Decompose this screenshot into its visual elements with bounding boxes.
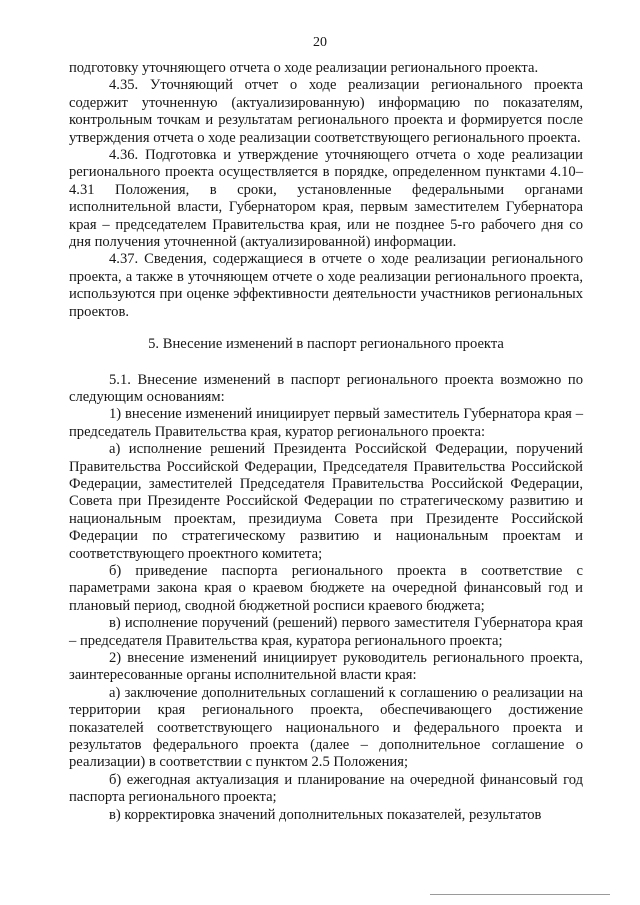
document-body — [69, 60, 583, 824]
paragraph: а) исполнение решений Президента Российской Федерации, поручений Правительства Российской Федерации, Председателя Правительства Российской Федерации, заместителей Председателя Правительства Российской Федерации, Совета при Президенте Российской Федерации по стратегическому развитию и национальным проектам, президиума Совета при Президенте Российской Федерации по стратегическому развитию и национальным проектам и соответствующего проектного комитета; — [69, 441, 583, 562]
paragraph: в) корректировка значений дополнительных показателей, результатов — [109, 806, 542, 823]
paragraph: в) исполнение поручений (решений) первого заместителя Губернатора края – председателя Правительства края, куратора регионального проекта; — [69, 615, 583, 649]
paragraph: 5.1. Внесение изменений в паспорт регионального проекта возможно по следующим основаниям: — [69, 371, 583, 405]
paragraph: а) заключение дополнительных соглашений к соглашению о реализации на территории края регионального проекта, обеспечивающего достижение показателей соответствующего национального и федерального проекта и результатов федерального проекта (далее – дополнительное соглашение о реализации) в соответствии с пунктом 2.5 Положения; — [69, 684, 583, 771]
paragraph: 2) внесение изменений инициирует руководитель регионального проекта, заинтересованные органы исполнительной власти края: — [69, 650, 583, 684]
page-number: 20 — [313, 35, 327, 50]
section-heading: 5. Внесение изменений в паспорт регионального проекта — [148, 336, 504, 353]
paragraph: б) приведение паспорта регионального проекта в соответствие с параметрами закона края о краевом бюджете на очередной финансовый год и плановый период, сводной бюджетной росписи краевого бюджета; — [69, 562, 583, 614]
scan-edge-line — [430, 894, 610, 895]
paragraph: 4.35. Уточняющий отчет о ходе реализации регионального проекта содержит уточненную (актуализированную) информацию по показателям, контрольным точкам и результатам регионального проекта и формируется после утверждения отчета о ходе реализации соответствующего регионального проекта. — [69, 77, 583, 146]
paragraph: б) ежегодная актуализация и планирование на очередной финансовый год паспорта регионального проекта; — [69, 771, 583, 806]
paragraph: 4.37. Сведения, содержащиеся в отчете о ходе реализации регионального проекта, а также в уточняющем отчете о ходе реализации регионального проекта, используются при оценке эффективности деятельности участников региональных проектов. — [69, 251, 583, 320]
paragraph: 1) внесение изменений инициирует первый заместитель Губернатора края – председатель Правительства края, куратор регионального проекта: — [69, 406, 583, 440]
paragraph: 4.36. Подготовка и утверждение уточняющего отчета о ходе реализации регионального проекта осуществляется в порядке, определенном пунктами 4.10–4.31 Положения, в сроки, установленные федеральными органами исполнительной власти, Губернатором края, первым заместителем Губернатора края – председателем Правительства края, или не позднее 5-го рабочего дня со дня получения уточненной (актуализированной) информации. — [69, 147, 583, 251]
paragraph: подготовку уточняющего отчета о ходе реализации регионального проекта. — [69, 60, 539, 76]
